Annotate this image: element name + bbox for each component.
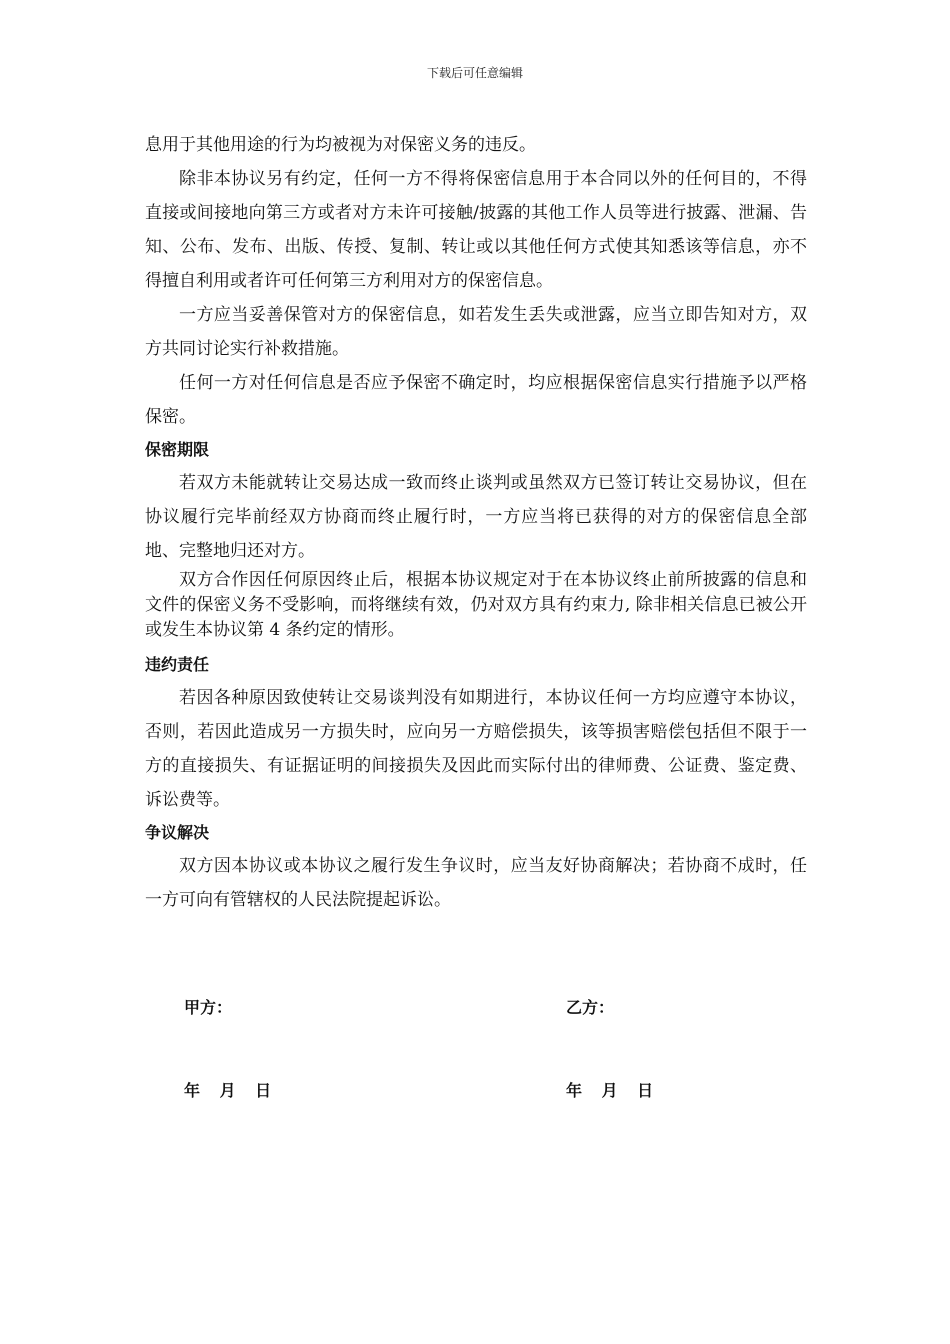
paragraph-confidentiality-end: 息用于其他用途的行为均被视为对保密义务的违反。	[145, 135, 536, 155]
paragraph-safekeeping: 一方应当妥善保管对方的保密信息，如若发生丢失或泄露，应当立即告知对方，双方共同讨论实行补救措施。	[145, 305, 807, 359]
party-a-date: 年 月 日	[184, 1081, 272, 1100]
paragraph-return-info: 若双方未能就转让交易达成一致而终止谈判或虽然双方已签订转让交易协议，但在协议履行完毕前经双方协商而终止履行时，一方应当将已获得的对方的保密信息全部地、完整地归还对方。	[145, 473, 807, 561]
section-heading-term: 保密期限	[145, 440, 210, 459]
section-heading-liability: 违约责任	[145, 655, 210, 674]
party-b-date: 年 月 日	[566, 1081, 654, 1100]
document-body	[145, 128, 807, 917]
paragraph-use-restriction: 除非本协议另有约定，任何一方不得将保密信息用于本合同以外的任何目的，不得直接或间接地向第三方或者对方未许可接触/披露的其他工作人员等进行披露、泄漏、告知、公布、发布、出版、传授、复制、转让或以其他任何方式使其知悉该等信息，亦不得擅自利用或者许可任何第三方利用对方的保密信息。	[145, 169, 807, 291]
paragraph-uncertainty: 任何一方对任何信息是否应予保密不确定时，均应根据保密信息实行措施予以严格保密。	[145, 373, 807, 427]
page-header: 下载后可任意编辑	[426, 66, 523, 80]
party-b-label: 乙方：	[566, 998, 615, 1017]
paragraph-liability: 若因各种原因致使转让交易谈判没有如期进行，本协议任何一方均应遵守本协议，否则，若因此造成另一方损失时，应向另一方赔偿损失，该等损害赔偿包括但不限于一方的直接损失、有证据证明的间接损失及因此而实际付出的律师费、公证费、鉴定费、诉讼费等。	[145, 688, 807, 810]
section-heading-dispute: 争议解决	[145, 823, 210, 842]
paragraph-dispute: 双方因本协议或本协议之履行发生争议时，应当友好协商解决；若协商不成时，任一方可向有管辖权的人民法院提起诉讼。	[145, 856, 807, 910]
party-a-label: 甲方：	[184, 998, 233, 1017]
paragraph-survival: 双方合作因任何原因终止后，根据本协议规定对于在本协议终止前所披露的信息和文件的保密义务不受影响，而将继续有效，仍对双方具有约束力, 除非相关信息已被公开或发生本协议第 4 条约定的情形。	[145, 570, 807, 640]
